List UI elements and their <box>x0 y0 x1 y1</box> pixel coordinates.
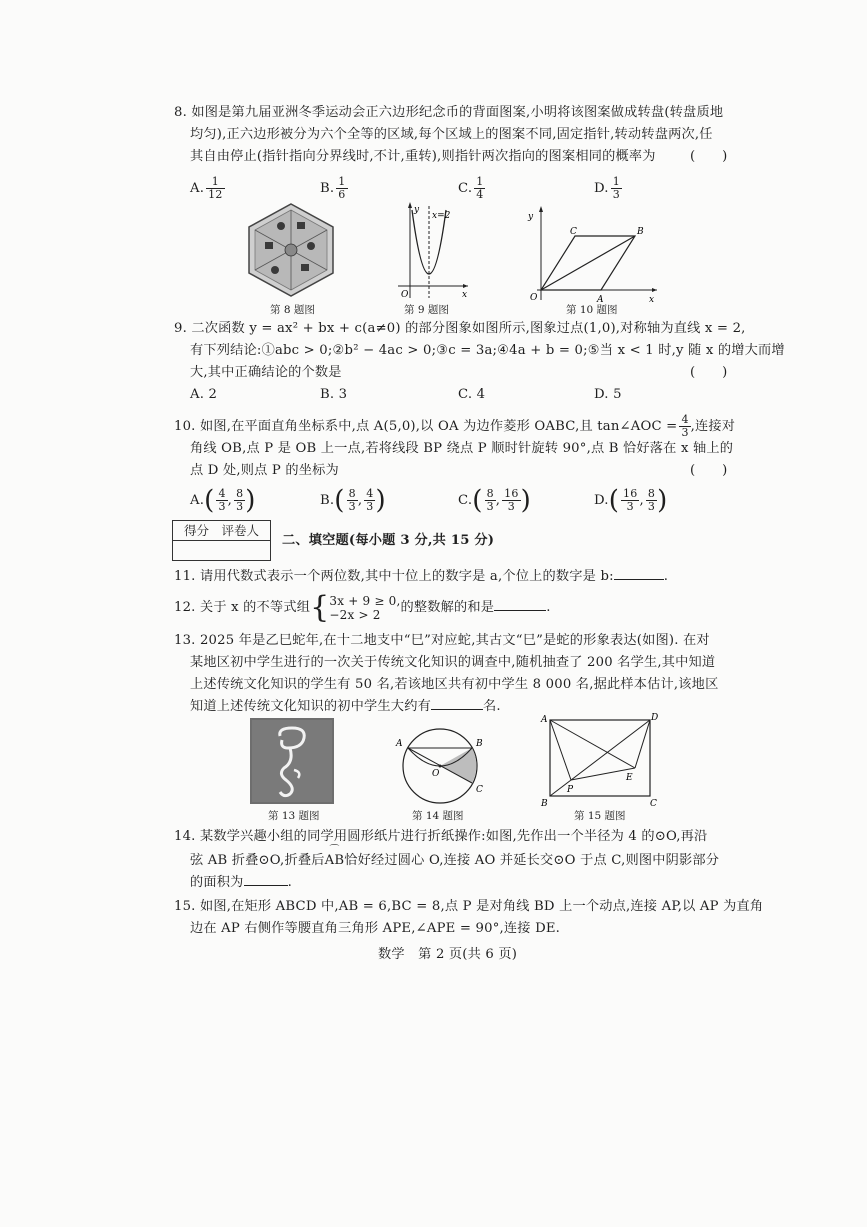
fig10-y-label: y <box>528 212 534 222</box>
fig15-e-label: E <box>626 773 633 783</box>
q13-answer-blank[interactable] <box>431 709 483 710</box>
q8-option-a: A. $\frac{1}{12}$ <box>190 175 223 201</box>
q10-option-c: C.( $\frac{8}{3}$ , $\frac{16}{3}$ ) <box>458 485 531 516</box>
q9-answer-paren: ( ) <box>690 365 728 380</box>
fig8-caption: 第 8 题图 <box>270 304 315 316</box>
fig9-caption: 第 9 题图 <box>404 304 449 316</box>
q10-line2: 角线 OB,点 P 是 OB 上一点,若将线段 BP 绕点 P 顺时针旋转 90°,点 B 恰好落在 x 轴上的 <box>190 441 734 456</box>
q8-option-b: B. $\frac{1}{6}$ <box>320 175 346 201</box>
fig15-c-label: C <box>650 799 657 808</box>
q11-text: 11. 请用代数式表示一个两位数,其中十位上的数字是 a,个位上的数字是 b: . <box>174 569 669 584</box>
fig15-caption: 第 15 题图 <box>574 810 626 822</box>
q13-line4: 知道上述传统文化知识的初中学生大约有 名. <box>190 699 501 714</box>
fig10-c-label: C <box>570 227 577 237</box>
q8-option-d: D. $\frac{1}{3}$ <box>594 175 620 201</box>
fig15-b-label: B <box>541 799 548 808</box>
fig14-a-label: A <box>396 739 403 749</box>
q12-answer-blank[interactable] <box>494 610 546 611</box>
score-box-blank <box>173 541 270 560</box>
fig9-y-label: y <box>414 205 420 215</box>
q12-text: 12. 关于 x 的不等式组{ 3x + 9 ≥ 0, −2x > 2 的整数解的和是 . <box>174 589 551 625</box>
fig15-a-label: A <box>541 715 548 725</box>
fig14-o-label: O <box>432 769 440 779</box>
fig14-b-label: B <box>476 739 483 749</box>
q10-option-d: D.( $\frac{16}{3}$ , $\frac{8}{3}$ ) <box>594 485 668 516</box>
q10-option-a: A.( $\frac{4}{3}$ , $\frac{8}{3}$ ) <box>190 485 256 516</box>
fig10-b-label: B <box>637 227 644 237</box>
rectangle-figure <box>538 710 662 808</box>
q14-line1: 14. 某数学兴趣小组的同学用圆形纸片进行折纸操作:如图,先作出一个半径为 4 的⊙O,再沿 <box>174 829 708 844</box>
q8-line3: 其自由停止(指针指向分界线时,不计,重转),则指针两次指向的图案相同的概率为 <box>190 149 656 164</box>
q14-answer-blank[interactable] <box>244 885 288 886</box>
page-footer: 数学 第 2 页(共 6 页) <box>378 947 518 962</box>
q10-line1: 10. 如图,在平面直角坐标系中,点 A(5,0),以 OA 为边作菱形 OABC,且 tan∠AOC = $\frac{4}{3}$ ,连接对 <box>174 413 736 439</box>
fig9-sym-label: x=2 <box>432 211 451 221</box>
hexagon-coin-figure <box>245 200 337 300</box>
section2-title: 二、填空题(每小题 3 分,共 15 分) <box>282 533 495 548</box>
q9-line2: 有下列结论:①abc > 0;②b² − 4ac > 0;③c = 3a;④4a + b = 0;⑤当 x < 1 时,y 随 x 的增大而增 <box>190 343 785 358</box>
fig13-caption: 第 13 题图 <box>268 810 320 822</box>
q9-option-d: D. 5 <box>594 387 622 402</box>
q11-answer-blank[interactable] <box>614 579 664 580</box>
ancient-si-character-figure <box>250 718 334 804</box>
q9-option-a: A. 2 <box>190 387 218 402</box>
q10-answer-paren: ( ) <box>690 463 728 478</box>
q15-line2: 边在 AP 右侧作等腰直角三角形 APE,∠APE = 90°,连接 DE. <box>190 921 561 936</box>
fig15-p-label: P <box>567 785 574 795</box>
q9-option-b: B. 3 <box>320 387 348 402</box>
score-box <box>172 520 271 561</box>
q9-line1: 9. 二次函数 y = ax² + bx + c(a≠0) 的部分图象如图所示,图象过点(1,0),对称轴为直线 x = 2, <box>174 321 746 336</box>
fig10-a-label: A <box>597 295 604 304</box>
q12-inequality-2: −2x > 2 <box>329 607 381 622</box>
fig15-d-label: D <box>651 713 659 723</box>
q14-line3: 的面积为 . <box>190 875 292 890</box>
q13-line1: 13. 2025 年是乙巳蛇年,在十二地支中“巳”对应蛇,其古文“巳”是蛇的形象表达(如图). 在对 <box>174 633 710 648</box>
fig10-o-label: O <box>530 293 538 303</box>
q14-arc-ab: ⌒ AB <box>324 845 345 868</box>
q14-line2: 弦 AB 折叠⊙O,折叠后 ⌒ AB恰好经过圆心 O,连接 AO 并延长交⊙O 于点 C,则图中阴影部分 <box>190 850 719 872</box>
q15-line1: 15. 如图,在矩形 ABCD 中,AB = 6,BC = 8,点 P 是对角线 BD 上一个动点,连接 AP,以 AP 为直角 <box>174 899 764 914</box>
fig14-caption: 第 14 题图 <box>412 810 464 822</box>
q10-line3: 点 D 处,则点 P 的坐标为 <box>190 463 339 478</box>
q9-option-c: C. 4 <box>458 387 486 402</box>
score-box-label: 得分 评卷人 <box>173 521 270 541</box>
q8-line1: 8. 如图是第九届亚洲冬季运动会正六边形纪念币的背面图案,小明将该图案做成转盘(转盘质地 <box>174 105 724 120</box>
parabola-figure <box>392 198 472 302</box>
fig9-x-label: x <box>462 290 468 300</box>
q8-line2: 均匀),正六边形被分为六个全等的区域,每个区域上的图案不同,固定指针,转动转盘两次,任 <box>190 127 713 142</box>
q9-line3: 大,其中正确结论的个数是 <box>190 365 342 380</box>
fig14-c-label: C <box>476 785 483 795</box>
q10-option-b: B.( $\frac{8}{3}$ , $\frac{4}{3}$ ) <box>320 485 386 516</box>
q12-inequality-1: 3x + 9 ≥ 0, <box>329 593 401 608</box>
fig10-x-label: x <box>649 295 655 304</box>
fig9-origin-label: O <box>401 290 409 300</box>
q8-answer-paren: ( ) <box>690 149 728 164</box>
q8-option-c: C. $\frac{1}{4}$ <box>458 175 484 201</box>
q13-line2: 某地区初中学生进行的一次关于传统文化知识的调查中,随机抽查了 200 名学生,其中知道 <box>190 655 716 670</box>
fig10-caption: 第 10 题图 <box>566 304 618 316</box>
circle-fold-figure <box>390 726 494 808</box>
q13-line3: 上述传统文化知识的学生有 50 名,若该地区共有初中学生 8 000 名,据此样本估计,该地区 <box>190 677 719 692</box>
rhombus-figure <box>523 204 663 304</box>
